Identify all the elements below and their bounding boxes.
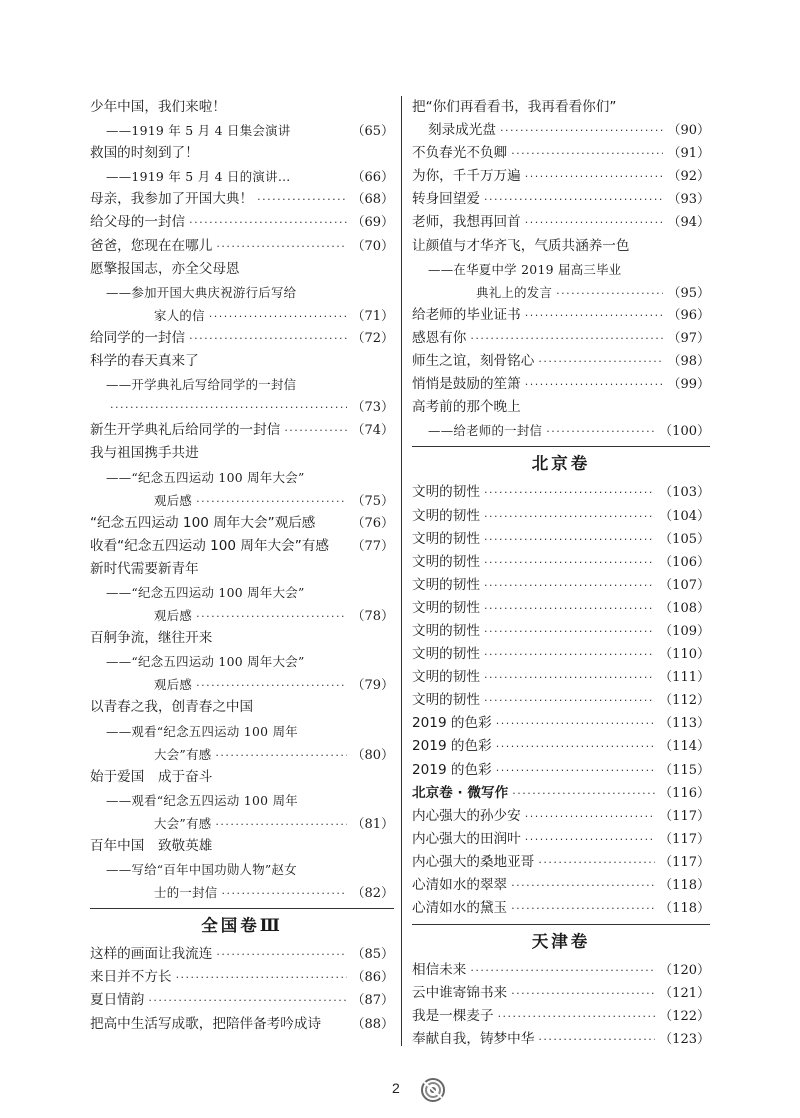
- toc-left-column: [90, 96, 394, 1036]
- toc-entry-title: 感恩有你: [412, 329, 467, 346]
- dot-leader: [525, 373, 664, 396]
- toc-entry-title: 我与祖国携手共进: [90, 445, 199, 462]
- toc-entry-title: 内心强大的桑地亚哥: [412, 853, 535, 870]
- toc-entry[interactable]: [90, 627, 394, 650]
- toc-entry[interactable]: [412, 759, 710, 782]
- toc-page-number: （122）: [659, 1009, 710, 1025]
- dot-leader: [484, 528, 655, 551]
- toc-entry-title: 内心强大的田润叶: [412, 830, 521, 847]
- toc-page-number: （118）: [659, 878, 710, 893]
- toc-entry[interactable]: [90, 512, 394, 535]
- toc-entry-title: 转身回望爱: [412, 191, 480, 208]
- toc-entry[interactable]: [412, 959, 710, 982]
- toc-page-number: （78）: [351, 609, 394, 625]
- toc-page-number: （75）: [351, 493, 394, 509]
- toc-entry-title: ——参加开国大典庆祝游行后写给: [106, 284, 297, 300]
- toc-page-number: （117）: [659, 854, 710, 870]
- toc-page-number: （110）: [659, 647, 710, 663]
- toc-entry-title: 云中谁寄锦书来: [412, 985, 508, 1002]
- toc-entry[interactable]: [90, 1013, 394, 1036]
- toc-entry-title: ——“纪念五四运动 100 周年大会”: [106, 654, 305, 670]
- toc-entry[interactable]: [412, 782, 710, 805]
- toc-entry-title: “纪念五四运动 100 周年大会”观后感: [90, 514, 316, 531]
- toc-entry[interactable]: [90, 188, 394, 211]
- toc-page-number: （82）: [351, 886, 394, 902]
- toc-page-number: （106）: [659, 554, 710, 570]
- toc-page-number: （105）: [659, 531, 710, 547]
- toc-entry[interactable]: [90, 966, 394, 989]
- dot-leader: [284, 419, 347, 442]
- toc-entry[interactable]: [90, 281, 394, 304]
- toc-entry[interactable]: [412, 235, 710, 258]
- toc-entry[interactable]: [412, 304, 710, 327]
- toc-page-number: （112）: [659, 693, 710, 709]
- toc-entry[interactable]: [412, 666, 710, 689]
- toc-page-number: （73）: [351, 400, 394, 416]
- toc-entry[interactable]: [412, 211, 710, 234]
- toc-entry-title: 大会”有感: [154, 815, 212, 831]
- toc-entry[interactable]: [90, 812, 394, 835]
- toc-entry[interactable]: [90, 835, 394, 858]
- toc-entry[interactable]: [90, 235, 394, 258]
- toc-page-number: （108）: [659, 600, 710, 616]
- toc-entry-title: 2019 的色彩: [412, 738, 492, 755]
- dot-leader: [525, 304, 664, 327]
- toc-entry[interactable]: [412, 481, 710, 504]
- dot-leader: [556, 282, 663, 305]
- toc-entry-title: 给父母的一封信: [90, 214, 186, 231]
- toc-page-number: （90）: [667, 123, 710, 139]
- toc-entry[interactable]: [90, 96, 394, 119]
- dot-leader: [511, 982, 655, 1005]
- toc-entry[interactable]: [412, 505, 710, 528]
- toc-entry[interactable]: [412, 643, 710, 666]
- dot-leader: [484, 481, 655, 504]
- toc-entry[interactable]: [90, 720, 394, 743]
- toc-entry[interactable]: [412, 96, 710, 119]
- toc-page-number: （103）: [659, 485, 710, 501]
- toc-page-number: （116）: [659, 785, 710, 801]
- toc-entry-title: 士的一封信: [154, 885, 218, 901]
- toc-page-number: （92）: [667, 169, 710, 185]
- toc-entry[interactable]: [90, 558, 394, 581]
- dot-leader: [525, 165, 664, 188]
- toc-entry[interactable]: [412, 574, 710, 597]
- toc-entry[interactable]: [90, 489, 394, 512]
- toc-entry-title: 给同学的一封信: [90, 329, 186, 346]
- section-heading: 天津卷: [412, 924, 710, 959]
- toc-entry-title: 观后感: [154, 608, 193, 624]
- toc-entry-title: 收看“纪念五四运动 100 周年大会”有感: [90, 537, 329, 554]
- page-number: 2: [392, 1080, 400, 1096]
- toc-entry-title: 把“你们再看看书，我再看看你们”: [412, 99, 617, 115]
- toc-entry[interactable]: [412, 528, 710, 551]
- dot-leader: [196, 605, 347, 628]
- toc-entry-title: 刻录成光盘: [428, 122, 496, 139]
- toc-page-number: （72）: [351, 330, 394, 346]
- toc-page-number: （91）: [667, 146, 710, 162]
- dot-leader: [484, 643, 655, 666]
- dot-leader: [209, 305, 348, 328]
- toc-page-number: （71）: [351, 308, 394, 324]
- dot-leader: [176, 966, 348, 989]
- toc-page-number: （79）: [351, 678, 394, 694]
- section-heading: 北京卷: [412, 446, 710, 481]
- toc-page-number: （76）: [351, 515, 394, 531]
- toc-page-number: （85）: [351, 947, 394, 963]
- dot-leader: [538, 851, 655, 874]
- toc-page-number: （69）: [351, 215, 394, 231]
- dot-leader: [538, 1028, 655, 1051]
- dot-leader: [216, 943, 347, 966]
- toc-entry-title: 师生之谊，刻骨铭心: [412, 353, 535, 370]
- toc-entry[interactable]: [90, 165, 394, 188]
- toc-entry[interactable]: [412, 828, 710, 851]
- toc-entry[interactable]: [412, 735, 710, 758]
- toc-page-number: （77）: [351, 538, 394, 554]
- toc-entry[interactable]: [90, 258, 394, 281]
- toc-page-number: （95）: [667, 285, 710, 301]
- toc-entry-title: ——观看“纪念五四运动 100 周年: [106, 723, 298, 739]
- column-divider: [401, 96, 402, 1046]
- toc-page-number: （114）: [659, 739, 710, 755]
- dot-leader: [525, 805, 655, 828]
- toc-entry-title: 北京卷 · 微写作: [412, 784, 509, 801]
- toc-entry[interactable]: [90, 466, 394, 489]
- dot-leader: [512, 782, 655, 805]
- toc-entry-title: 内心强大的孙少安: [412, 807, 521, 824]
- dot-leader: [189, 327, 347, 350]
- toc-entry[interactable]: [90, 119, 394, 142]
- toc-entry-title: 高考前的那个晚上: [412, 399, 521, 416]
- toc-entry-title: 母亲，我参加了开国大典！: [90, 191, 254, 208]
- dot-leader: [484, 505, 655, 528]
- dot-leader: [496, 735, 655, 758]
- toc-entry[interactable]: [412, 1005, 710, 1028]
- toc-entry[interactable]: [90, 350, 394, 373]
- toc-entry-title: 来日并不方长: [90, 969, 172, 986]
- toc-page-number: （81）: [351, 816, 394, 832]
- dot-leader: [196, 674, 347, 697]
- toc-page-number: （97）: [667, 330, 710, 346]
- dot-leader: [498, 1005, 656, 1028]
- dot-leader: [216, 235, 347, 258]
- toc-entry-title: 文明的韧性: [412, 576, 480, 593]
- toc-page-number: （109）: [659, 623, 710, 639]
- toc-entry-title: 老师，我想再回首: [412, 214, 521, 231]
- dot-leader: [484, 597, 655, 620]
- toc-entry-title: 不负春光不负卿: [412, 145, 508, 162]
- toc-entry[interactable]: [412, 982, 710, 1005]
- toc-page-number: （94）: [667, 215, 710, 231]
- toc-entry-title: ——给老师的一封信: [428, 423, 543, 439]
- dot-leader: [189, 211, 347, 234]
- toc-entry-title: 始于爱国 成于奋斗: [90, 768, 213, 785]
- toc-entry-title: 文明的韧性: [412, 553, 480, 570]
- toc-entry-title: 文明的韧性: [412, 530, 480, 547]
- dot-leader: [148, 989, 347, 1012]
- toc-entry-title: 心清如水的翠翠: [412, 877, 508, 893]
- toc-entry[interactable]: [412, 396, 710, 419]
- dot-leader: [484, 666, 655, 689]
- toc-page-number: （66）: [351, 170, 394, 186]
- toc-entry-title: 文明的韧性: [412, 507, 480, 524]
- toc-page-number: （117）: [659, 808, 710, 824]
- toc-entry-title: 文明的韧性: [412, 692, 480, 709]
- toc-entry-title: 奉献自我，铸梦中华: [412, 1031, 535, 1048]
- dot-leader: [484, 620, 655, 643]
- dot-leader: [215, 813, 347, 836]
- toc-entry[interactable]: [90, 535, 394, 558]
- toc-entry[interactable]: [412, 805, 710, 828]
- toc-entry-title: ——在华夏中学 2019 届高三毕业: [428, 261, 622, 277]
- toc-entry[interactable]: [90, 442, 394, 465]
- dot-leader: [511, 142, 663, 165]
- dot-leader: [484, 689, 655, 712]
- toc-entry[interactable]: [412, 620, 710, 643]
- toc-entry-title: ——写给“百年中国功勋人物”赵女: [106, 862, 297, 878]
- toc-entry[interactable]: [90, 881, 394, 904]
- toc-entry-title: 让颜值与才华齐飞，气质共涵养一色: [412, 237, 630, 254]
- toc-entry-title: 把高中生活写成歌，把陪伴备考吟成诗: [90, 1015, 322, 1032]
- toc-entry-title: ——1919 年 5 月 4 日的演讲…: [106, 169, 291, 185]
- toc-entry-title: 文明的韧性: [412, 484, 480, 501]
- dot-leader: [525, 211, 664, 234]
- toc-page-number: （87）: [351, 993, 394, 1009]
- toc-entry-title: 2019 的色彩: [412, 761, 492, 778]
- dot-leader: [538, 350, 663, 373]
- dot-leader: [484, 551, 655, 574]
- toc-entry-title: 相信未来: [412, 962, 467, 979]
- toc-entry-title: 新时代需要新青年: [90, 560, 199, 577]
- toc-entry[interactable]: [90, 743, 394, 766]
- dot-leader: [546, 420, 655, 443]
- toc-page-number: （93）: [667, 192, 710, 208]
- toc-page-number: （123）: [659, 1032, 710, 1048]
- toc-entry-title: ——1919 年 5 月 4 日集会演讲: [106, 123, 291, 139]
- toc-entry-title: 悄悄是鼓励的笙箫: [412, 376, 521, 393]
- toc-page-number: （120）: [659, 963, 710, 979]
- toc-entry-title: 爸爸，您现在在哪儿: [90, 237, 213, 254]
- dot-leader: [484, 188, 663, 211]
- toc-entry[interactable]: [90, 943, 394, 966]
- toc-entry[interactable]: [412, 551, 710, 574]
- toc-entry-title: ——观看“纪念五四运动 100 周年: [106, 792, 298, 808]
- toc-entry-title: 救国的时刻到了！: [90, 145, 199, 162]
- toc-page-number: （88）: [351, 1016, 394, 1032]
- toc-entry[interactable]: [90, 696, 394, 719]
- toc-entry[interactable]: [90, 766, 394, 789]
- toc-entry[interactable]: [412, 119, 710, 142]
- dot-leader: [496, 759, 655, 782]
- toc-entry[interactable]: [90, 581, 394, 604]
- toc-entry-title: 心清如水的黛玉: [412, 900, 508, 917]
- toc-entry[interactable]: [412, 165, 710, 188]
- dot-leader: [511, 874, 655, 897]
- toc-entry-title: 文明的韧性: [412, 622, 480, 639]
- toc-entry[interactable]: [90, 419, 394, 442]
- toc-entry-title: 2019 的色彩: [412, 715, 492, 732]
- toc-entry-title: 文明的韧性: [412, 646, 480, 663]
- toc-page-number: （117）: [659, 831, 710, 847]
- toc-entry[interactable]: [90, 650, 394, 673]
- spiral-logo-icon: [418, 1076, 448, 1104]
- dot-leader: [525, 828, 655, 851]
- toc-page-number: （115）: [659, 762, 710, 778]
- toc-page-number: （111）: [659, 670, 710, 686]
- toc-page-number: （86）: [351, 970, 394, 986]
- toc-page-number: （68）: [351, 192, 394, 208]
- toc-entry-title: 文明的韧性: [412, 599, 480, 616]
- toc-entry-title: 少年中国，我们来啦！: [90, 99, 226, 115]
- toc-entry-title: 给老师的毕业证书: [412, 306, 521, 323]
- toc-entry-title: 科学的春天真来了: [90, 353, 199, 370]
- dot-leader: [470, 959, 655, 982]
- toc-entry-title: ——“纪念五四运动 100 周年大会”: [106, 469, 305, 485]
- toc-entry-title: 观后感: [154, 492, 193, 508]
- dot-leader: [470, 327, 663, 350]
- toc-page-number: （99）: [667, 377, 710, 393]
- toc-page-number: （74）: [351, 423, 394, 439]
- toc-entry-title: 文明的韧性: [412, 669, 480, 686]
- toc-entry-title: 我是一棵麦子: [412, 1008, 494, 1025]
- toc-entry[interactable]: [412, 258, 710, 281]
- toc-entry[interactable]: [412, 712, 710, 735]
- toc-entry[interactable]: [90, 373, 394, 396]
- toc-entry[interactable]: [412, 419, 710, 442]
- dot-leader: [496, 712, 655, 735]
- toc-entry-title: 愿擎报国志，亦全父母恩: [90, 260, 240, 277]
- toc-entry-title: 观后感: [154, 677, 193, 693]
- toc-entry-title: ——“纪念五四运动 100 周年大会”: [106, 584, 305, 600]
- toc-right-column: [412, 96, 710, 1052]
- toc-entry[interactable]: [90, 989, 394, 1012]
- toc-entry-title: 百年中国 致敬英雄: [90, 838, 213, 854]
- toc-page-number: （118）: [659, 901, 710, 917]
- toc-entry[interactable]: [90, 211, 394, 234]
- toc-entry[interactable]: [412, 1028, 710, 1051]
- toc-entry-title: 家人的信: [154, 307, 205, 323]
- toc-entry[interactable]: [90, 304, 394, 327]
- toc-page-number: （80）: [351, 747, 394, 763]
- toc-entry[interactable]: [412, 373, 710, 396]
- toc-entry[interactable]: [90, 142, 394, 165]
- toc-entry[interactable]: [90, 673, 394, 696]
- toc-entry[interactable]: [412, 597, 710, 620]
- toc-entry-title: 以青春之我，创青春之中国: [90, 699, 254, 716]
- toc-entry-title: 这样的画面让我流连: [90, 946, 213, 963]
- toc-entry[interactable]: [412, 897, 710, 920]
- toc-entry[interactable]: [90, 858, 394, 881]
- toc-entry-title: 为你，千千万万遍: [412, 168, 521, 185]
- dot-leader: [221, 882, 347, 905]
- dot-leader: [110, 396, 347, 419]
- dot-leader: [257, 188, 347, 211]
- toc-entry-title: 新生开学典礼后给同学的一封信: [90, 422, 281, 439]
- toc-entry-title: 典礼上的发言: [476, 284, 553, 300]
- toc-entry[interactable]: [412, 874, 710, 897]
- toc-page-number: （121）: [659, 986, 710, 1002]
- dot-leader: [196, 490, 347, 513]
- toc-entry[interactable]: [412, 188, 710, 211]
- toc-entry[interactable]: [90, 327, 394, 350]
- toc-entry[interactable]: [90, 396, 394, 419]
- dot-leader: [511, 897, 655, 920]
- toc-entry-title: ——开学典礼后写给同学的一封信: [106, 377, 297, 393]
- toc-page-number: （100）: [659, 424, 710, 440]
- toc-page-number: （96）: [667, 307, 710, 323]
- toc-page-number: （65）: [351, 124, 394, 140]
- toc-entry[interactable]: [412, 851, 710, 874]
- toc-entry[interactable]: [412, 142, 710, 165]
- toc-entry[interactable]: [90, 789, 394, 812]
- toc-page-number: （107）: [659, 577, 710, 593]
- toc-entry-title: 百舸争流，继往开来: [90, 630, 213, 647]
- toc-entry[interactable]: [412, 327, 710, 350]
- dot-leader: [500, 119, 663, 142]
- toc-entry[interactable]: [412, 350, 710, 373]
- toc-page-number: （113）: [659, 716, 710, 732]
- dot-leader: [215, 744, 347, 767]
- toc-page-number: （70）: [351, 238, 394, 254]
- toc-entry[interactable]: [90, 604, 394, 627]
- toc-entry-title: 夏日情韵: [90, 992, 145, 1009]
- toc-page-number: （98）: [667, 354, 710, 370]
- section-heading: 全国卷Ⅲ: [90, 908, 394, 943]
- toc-entry[interactable]: [412, 281, 710, 304]
- toc-entry-title: 大会”有感: [154, 746, 212, 762]
- dot-leader: [484, 574, 655, 597]
- toc-entry[interactable]: [412, 689, 710, 712]
- toc-page-number: （104）: [659, 508, 710, 524]
